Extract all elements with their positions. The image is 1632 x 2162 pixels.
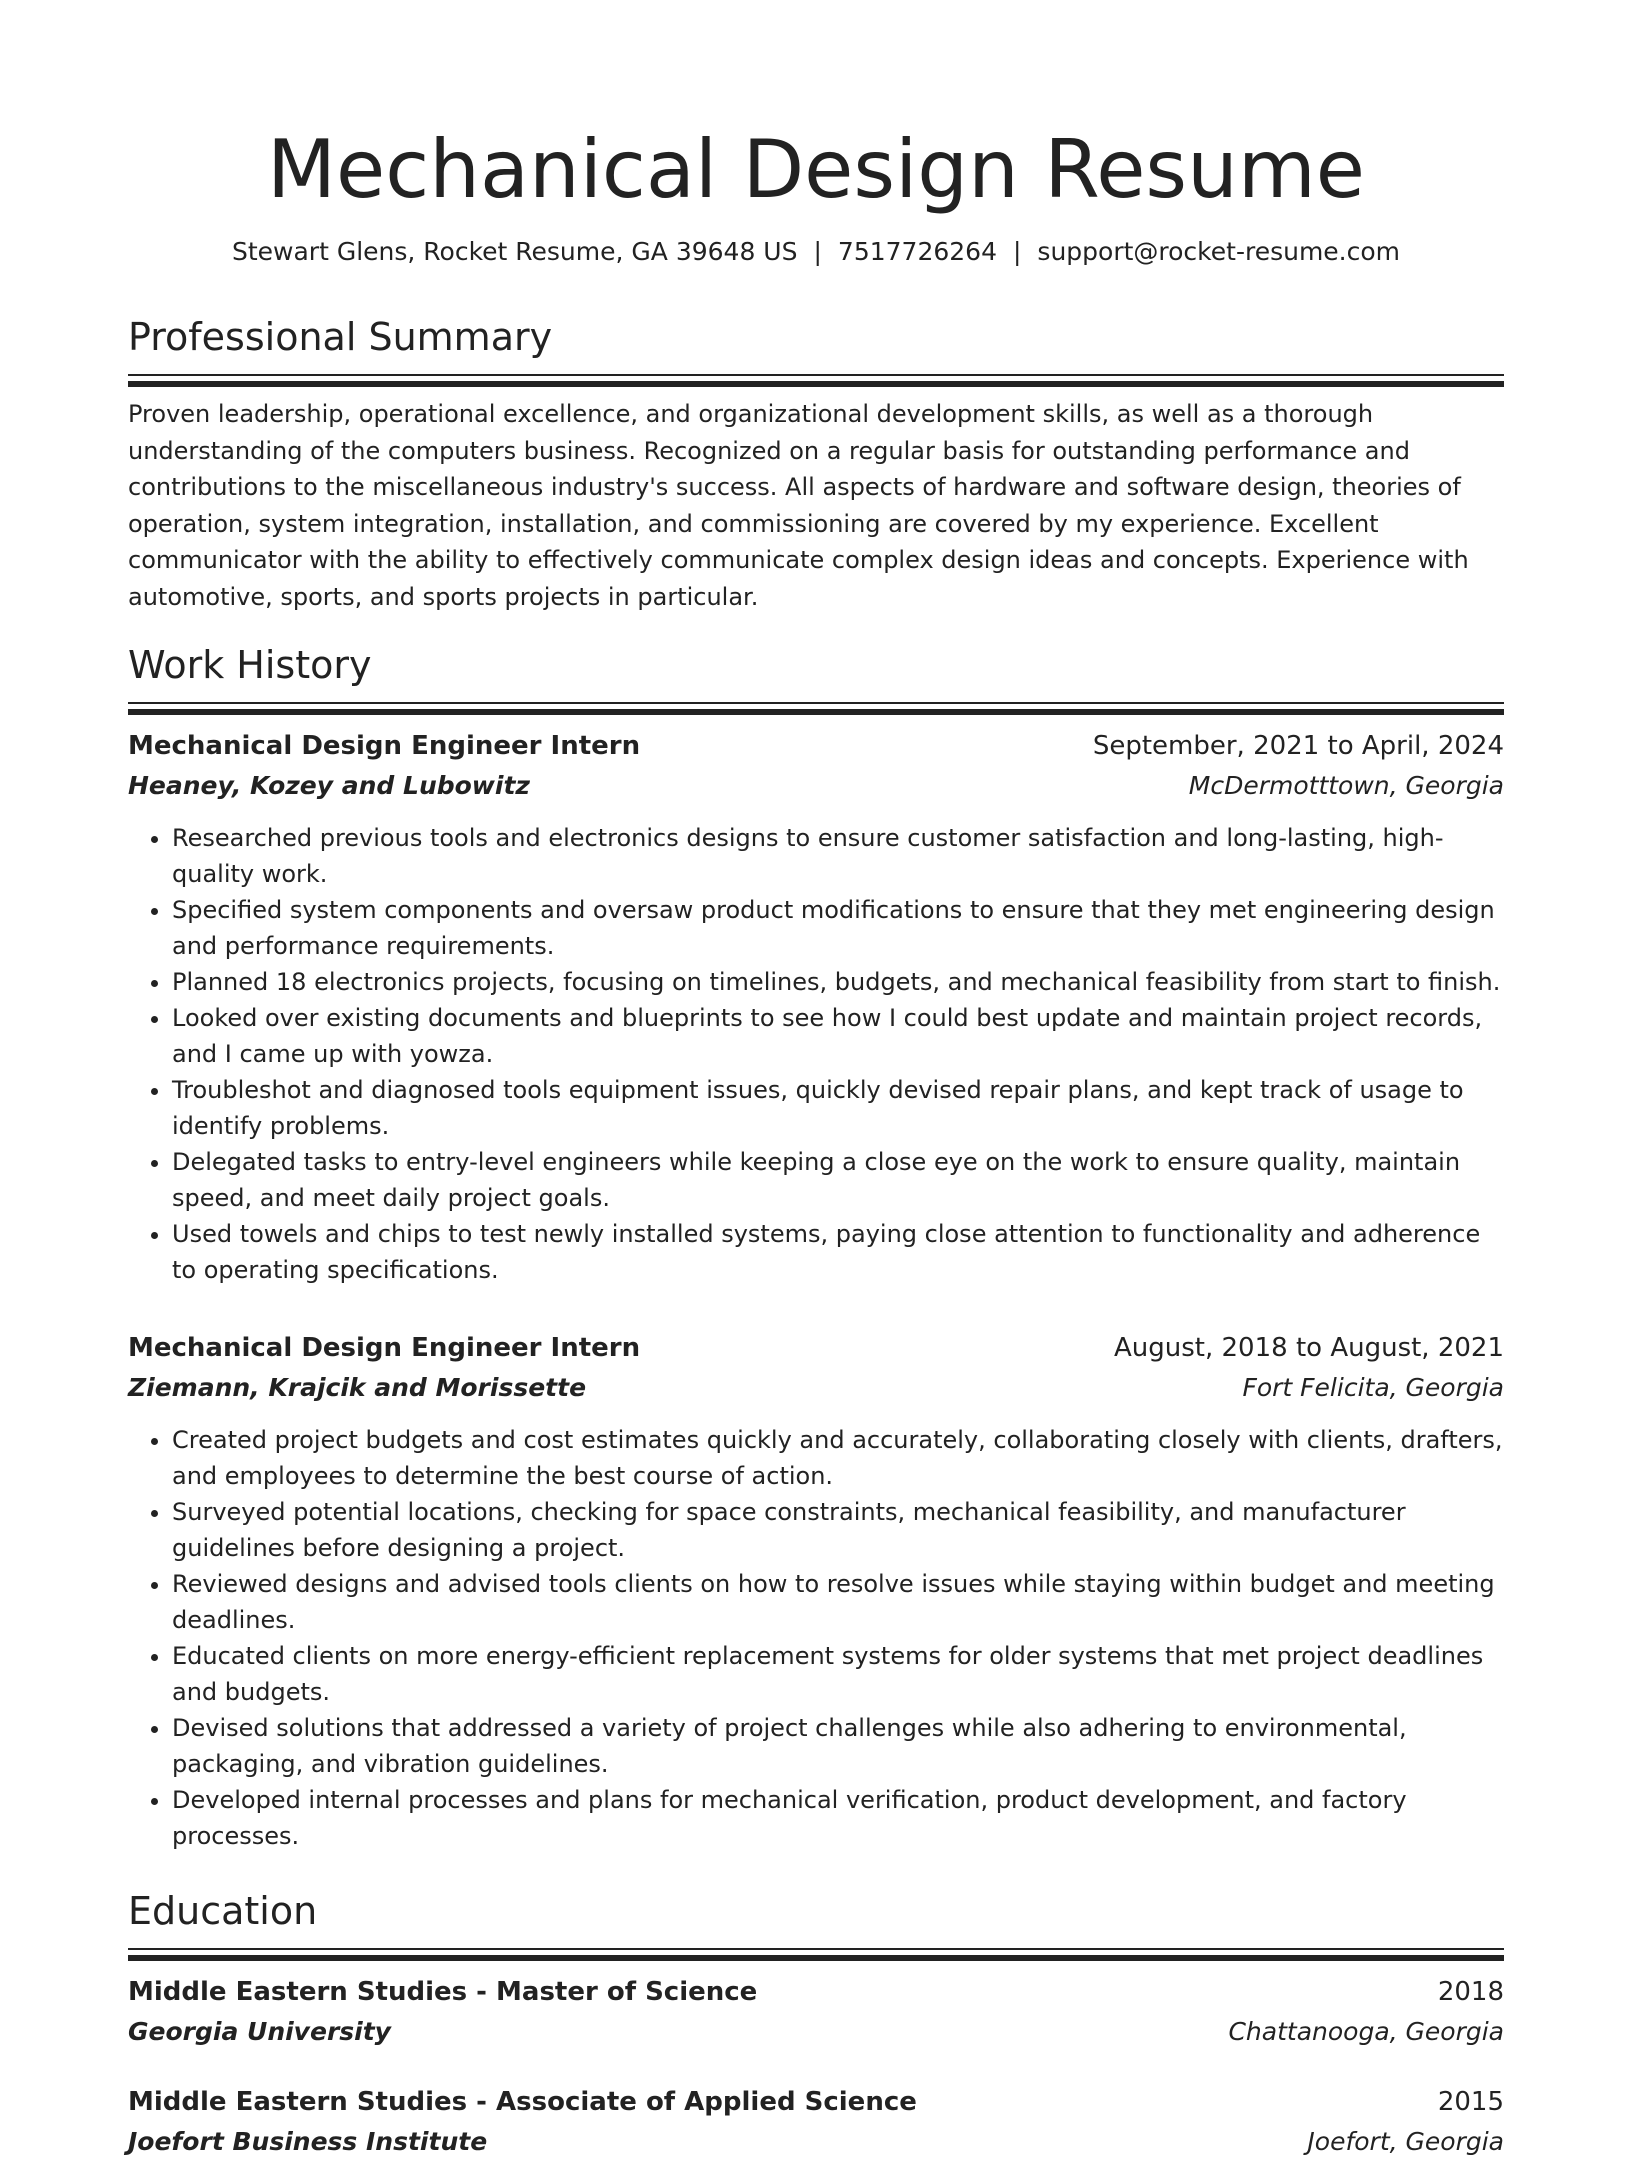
list-item: • Devised solutions that addressed a variety of project challenges while also adhering to environmental, packaging, and vibration guidelines. — [172, 1710, 1504, 1782]
contact-separator: | — [813, 237, 822, 266]
professional-summary-section — [128, 312, 1504, 615]
company-name: Heaney, Kozey and Lubowitz — [128, 771, 530, 800]
degree-title: Middle Eastern Studies - Associate of Applied Science — [128, 2087, 917, 2117]
list-item: • Specified system components and oversaw product modifications to ensure that they met engineering design and performance requirements. — [172, 892, 1504, 964]
list-item: • Troubleshot and diagnosed tools equipment issues, quickly devised repair plans, and kept track of usage to identify problems. — [172, 1072, 1504, 1144]
contact-email: support@rocket-resume.com — [1037, 237, 1401, 266]
section-divider — [128, 374, 1504, 388]
list-item: • Educated clients on more energy-efficient replacement systems for older systems that met project deadlines and budgets. — [172, 1638, 1504, 1710]
list-item: • Surveyed potential locations, checking for space constraints, mechanical feasibility, and manufacturer guidelines before designing a project. — [172, 1494, 1504, 1566]
list-item: • Looked over existing documents and blueprints to see how I could best update and maintain project records, and I came up with yowza. — [172, 1000, 1504, 1072]
job-entry — [128, 726, 1504, 1288]
section-divider — [128, 1948, 1504, 1962]
job-title: Mechanical Design Engineer Intern — [128, 1333, 641, 1363]
school-location: Chattanooga, Georgia — [1228, 2017, 1504, 2046]
school-name: Joefort Business Institute — [128, 2127, 488, 2156]
company-name: Ziemann, Krajcik and Morissette — [128, 1373, 587, 1402]
school-name: Georgia University — [128, 2017, 391, 2046]
list-item: • Researched previous tools and electronics designs to ensure customer satisfaction and long-lasting, high-quality work. — [172, 820, 1504, 892]
degree-title: Middle Eastern Studies - Master of Science — [128, 1977, 758, 2007]
contact-separator: | — [1012, 237, 1022, 266]
list-item: • Reviewed designs and advised tools clients on how to resolve issues while staying within budget and meeting deadlines. — [172, 1566, 1504, 1638]
section-heading: Education — [128, 1889, 318, 1933]
section-heading: Professional Summary — [128, 315, 553, 359]
job-dates: September, 2021 to April, 2024 — [1092, 731, 1504, 761]
job-entry — [128, 1328, 1504, 1854]
section-divider — [128, 702, 1504, 716]
job-location: Fort Felicita, Georgia — [1242, 1373, 1504, 1402]
education-entry — [128, 2082, 1504, 2162]
job-bullets — [128, 820, 1504, 1288]
graduation-year: 2015 — [1437, 2087, 1504, 2117]
job-dates: August, 2018 to August, 2021 — [1114, 1333, 1504, 1363]
list-item: • Delegated tasks to entry-level engineers while keeping a close eye on the work to ensure quality, maintain speed, and meet daily project goals. — [172, 1144, 1504, 1216]
education-entry — [128, 1972, 1504, 2052]
school-location: Joefort, Georgia — [1307, 2127, 1504, 2156]
job-title: Mechanical Design Engineer Intern — [128, 731, 641, 761]
education-section — [128, 1886, 1504, 2162]
list-item: • Created project budgets and cost estimates quickly and accurately, collaborating closely with clients, drafters, and employees to determine the best course of action. — [172, 1422, 1504, 1494]
contact-address: Stewart Glens, Rocket Resume, GA 39648 US — [231, 237, 798, 266]
section-heading: Work History — [128, 643, 372, 687]
summary-text: Proven leadership, operational excellence, and organizational development skills, as well as a thorough understanding of the computers business. Recognized on a regular basis for outstanding performance and contributions to the miscellaneous industry's success. All aspects of hardware and software design, theories of operation, system integration, installation, and commissioning are covered by my experience. Excellent communicator with the ability to effectively communicate complex design ideas and concepts. Experience with automotive, sports, and sports projects in particular. — [128, 400, 1469, 611]
contact-line — [128, 234, 1504, 270]
work-history-section — [128, 640, 1504, 1854]
resume-title: Mechanical Design Resume — [267, 123, 1365, 216]
list-item: • Developed internal processes and plans for mechanical verification, product development, and factory processes. — [172, 1782, 1504, 1854]
contact-phone: 7517726264 — [837, 237, 997, 266]
job-location: McDermotttown, Georgia — [1188, 771, 1504, 800]
graduation-year: 2018 — [1437, 1977, 1504, 2007]
job-bullets — [128, 1422, 1504, 1854]
resume-page — [128, 0, 1504, 2156]
list-item: • Planned 18 electronics projects, focusing on timelines, budgets, and mechanical feasibility from start to finish. — [172, 964, 1504, 1000]
list-item: • Used towels and chips to test newly installed systems, paying close attention to functionality and adherence to operating specifications. — [172, 1216, 1504, 1288]
